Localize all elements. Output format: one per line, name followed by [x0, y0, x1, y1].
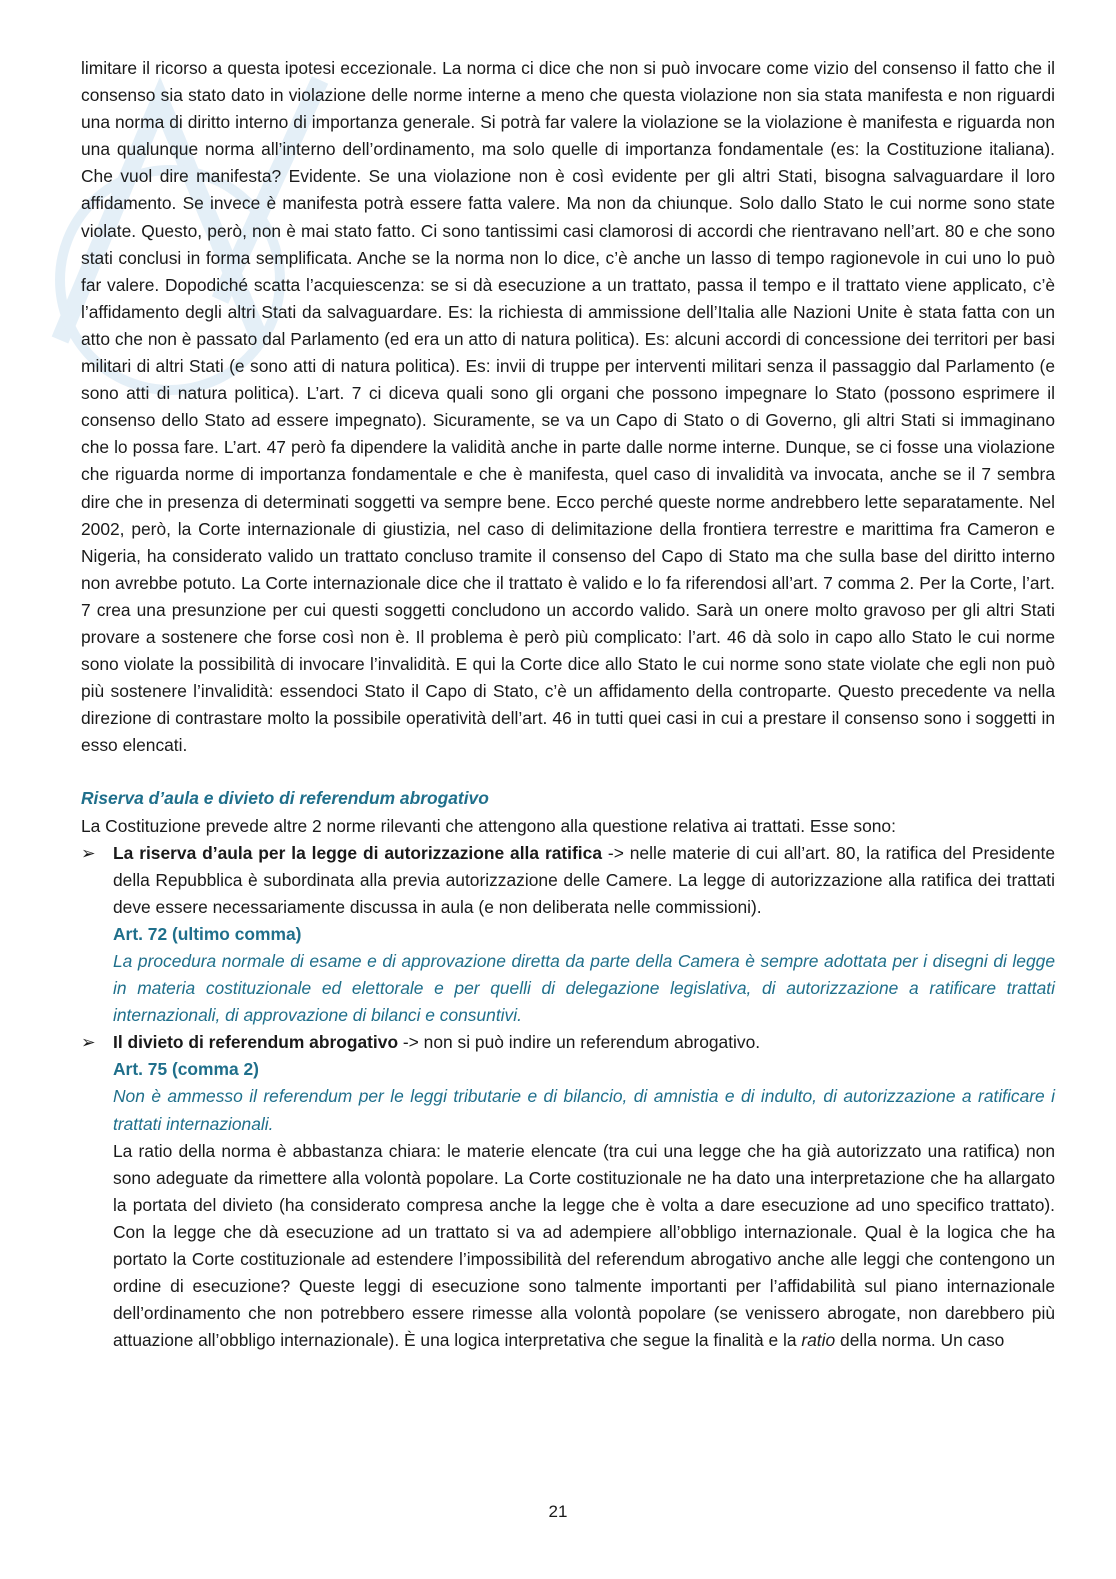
bullet-heading: Il divieto di referendum abrogativo — [113, 1032, 399, 1053]
bullet-heading: La riserva d’aula per la legge di autorizzazione alla ratifica — [113, 842, 602, 863]
closing-paragraph — [81, 1138, 1055, 1355]
section-title: Riserva d’aula e divieto di referendum abrogativo — [81, 788, 489, 809]
article-quote: Non è ammesso il referendum per le leggi tributarie e di bilancio, di amnistia e di indulto, di autorizzazione a ratificare i trattati internazionali. — [113, 1086, 1055, 1134]
bullet-item-divieto-referendum — [81, 1029, 1055, 1056]
section-intro: La Costituzione prevede altre 2 norme rilevanti che attengono alla questione relativa ai trattati. Esse sono: — [81, 815, 896, 836]
page-number: 21 — [548, 1502, 568, 1521]
closing-text: La ratio della norma è abbastanza chiara: le materie elencate (tra cui una legge che ha già autorizzato una ratifica) non sono adeguate da rimettere alla volontà popolare. La Corte costituzionale ne ha dato una interpretazione che ha allargato la portata del divieto (ha considerato compresa anche la legge che è volta a dare esecuzione ad uno specifico trattato). Con la legge che dà esecuzione ad un trattato si va ad adempiere all’obbligo internazionale. Qual è la logica che ha portato la Corte costituzionale ad estendere l’impossibilità del referendum abrogativo anche alle leggi che contengono un ordine di esecuzione? Queste leggi di esecuzione sono talmente importanti per l’affidabilità sul piano internazionale dell’ordinamento che non potrebbero essere rimesse alla volontà popolare (se venissero abrogate, non darebbero più attuazione all’obbligo internazionale). È una logica interpretativa che segue la finalità e la — [113, 1140, 1055, 1351]
bullet-text: -> non si può indire un referendum abrogativo. — [398, 1032, 761, 1053]
body-paragraph: limitare il ricorso a questa ipotesi eccezionale. La norma ci dice che non si può invocare come vizio del consenso il fatto che il consenso sia stato dato in violazione delle norme interne a meno che questa violazione non sia stata manifesta e non riguardi una norma di diritto interno di importanza generale. Si potrà far valere la violazione se la violazione è manifesta e riguarda non una qualunque norma all’interno dell’ordinamento, ma solo quelle di importanza fondamentale (es: la Costituzione italiana). Che vuol dire manifesta? Evidente. Se una violazione non è così evidente per gli altri Stati, bisogna salvaguardare il loro affidamento. Se invece è manifesta potrà essere fatta valere. Ma non da chiunque. Solo dallo Stato le cui norme sono state violate. Questo, però, non è mai stato fatto. Ci sono tantissimi casi clamorosi di accordi che rientravano nell’art. 80 e che sono stati conclusi in forma semplificata. Anche se la norma non lo dice, c’è anche un lasso di tempo ragionevole in cui uno lo può far valere. Dopodiché scatta l’acquiescenza: se si dà esecuzione a un trattato, passa il tempo e il trattato viene applicato, c’è l’affidamento degli altri Stati da salvaguardare. Es: la richiesta di ammissione dell’Italia alle Nazioni Unite è stata fatta con un atto che non è passato dal Parlamento (ed era un atto di natura politica). Es: alcuni accordi di concessione dei territori per basi militari di altri Stati (e sono atti di natura politica). Es: invii di truppe per interventi militari senza il passaggio dal Parlamento (e sono atti di natura politica). L’art. 7 ci diceva quali sono gli organi che possono impegnare lo Stato (possono esprimere il consenso dello Stato ad essere impegnato). Sicuramente, se va un Capo di Stato o di Governo, gli altri Stati si immaginano che lo possa fare. L’art. 47 però fa dipendere la validità anche in parte dalle norme interne. Dunque, se ci fosse una violazione che riguarda norme di importanza fondamentale e che è manifesta, quel caso di invalidità va invocata, anche se il 7 sembra dire che in presenza di determinati soggetti va sempre bene. Ecco perché queste norme andrebbero lette separatamente. Nel 2002, però, la Corte internazionale di giustizia, nel caso di delimitazione della frontiera terrestre e marittima fra Cameron e Nigeria, ha considerato valido un trattato concluso tramite il consenso del Capo di Stato ma che sulla base del diritto interno non avrebbe potuto. La Corte internazionale dice che il trattato è valido e lo fa riferendosi all’art. 7 comma 2. Per la Corte, l’art. 7 crea una presunzione per cui questi soggetti concludono un accordo valido. Sarà un onere molto gravoso per gli altri Stati provare a sostenere che forse così non è. Il problema è però più complicato: l’art. 46 dà solo in capo allo Stato le cui norme sono violate la possibilità di invocare l’invalidità. E qui la Corte dice allo Stato le cui norme sono state violate che egli non può più sostenere l’invalidità: essendoci Stato il Capo di Stato, c’è un affidamento della controparte. Questo precedente va nella direzione di contrastare molto la possibile operatività dell’art. 46 in tutti quei casi in cui a prestare il consenso sono i soggetti in esso elencati. — [81, 58, 1055, 756]
arrow-bullet-icon: ➢ — [81, 842, 96, 863]
closing-text-end: della norma. Un caso — [835, 1330, 1005, 1351]
article-quote: La procedura normale di esame e di approvazione diretta da parte della Camera è sempre adottata per i disegni di legge in materia costituzionale ed elettorale e per quelli di delegazione legislativa, di autorizzazione a ratificare trattati internazionali, di approvazione di bilanci e consuntivi. — [113, 951, 1055, 1026]
article-title: Art. 72 (ultimo comma) — [113, 923, 302, 944]
article-title: Art. 75 (comma 2) — [113, 1059, 259, 1080]
bullet-item-riserva-aula — [81, 840, 1055, 921]
ratio-italic: ratio — [801, 1330, 836, 1351]
page-content — [81, 55, 1055, 1354]
arrow-bullet-icon: ➢ — [81, 1032, 96, 1053]
bullet-text: -> nelle materie di cui all’art. 80, la ratifica del Presidente della Repubblica è subordinata alla previa autorizzazione delle Camere. La legge di autorizzazione alla ratifica dei trattati deve essere necessariamente discussa in aula (e non deliberata nelle commissioni). — [113, 842, 1056, 917]
